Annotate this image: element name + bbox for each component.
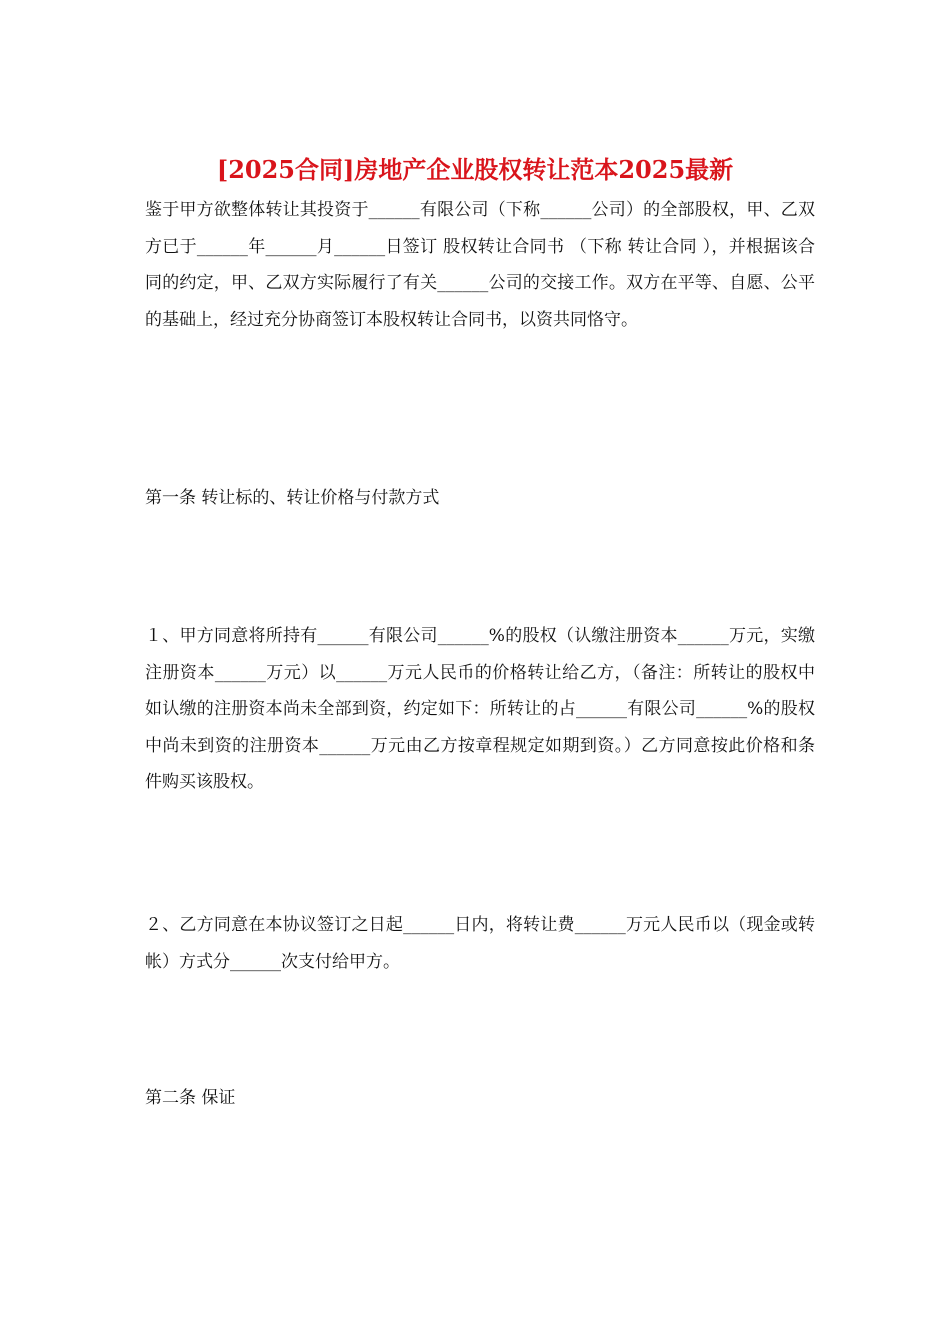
article-2-heading: 第二条 保证 bbox=[145, 1088, 236, 1108]
article-1-heading: 第一条 转让标的、转让价格与付款方式 bbox=[145, 488, 440, 508]
clause-1-paragraph: １、甲方同意将所持有______有限公司______%的股权（认缴注册资本______万元，实缴注册资本______万元）以______万元人民币的价格转让给乙方，（备注：所转让的股权中如认缴的注册资本尚未全部到资，约定如下：所转让的占______有限公司______%的股权中尚未到资的注册资本______万元由乙方按章程规定如期到资。）乙方同意按此价格和条件购买该股权。 bbox=[145, 626, 815, 792]
intro-paragraph: 鉴于甲方欲整体转让其投资于______有限公司（下称______公司）的全部股权，甲、乙双方已于______年______月______日签订 股权转让合同书 （下称 转让合同 ），并根据该合同的约定，甲、乙双方实际履行了有关______公司的交接工作。双方在平等、自愿、公平的基础上，经过充分协商签订本股权转让合同书，以资共同恪守。 bbox=[145, 200, 815, 330]
clause-2-paragraph: ２、乙方同意在本协议签订之日起______日内，将转让费______万元人民币以（现金或转帐）方式分______次支付给甲方。 bbox=[145, 915, 815, 972]
document-title: [2025合同]房地产企业股权转让范本2025最新 bbox=[216, 155, 734, 184]
